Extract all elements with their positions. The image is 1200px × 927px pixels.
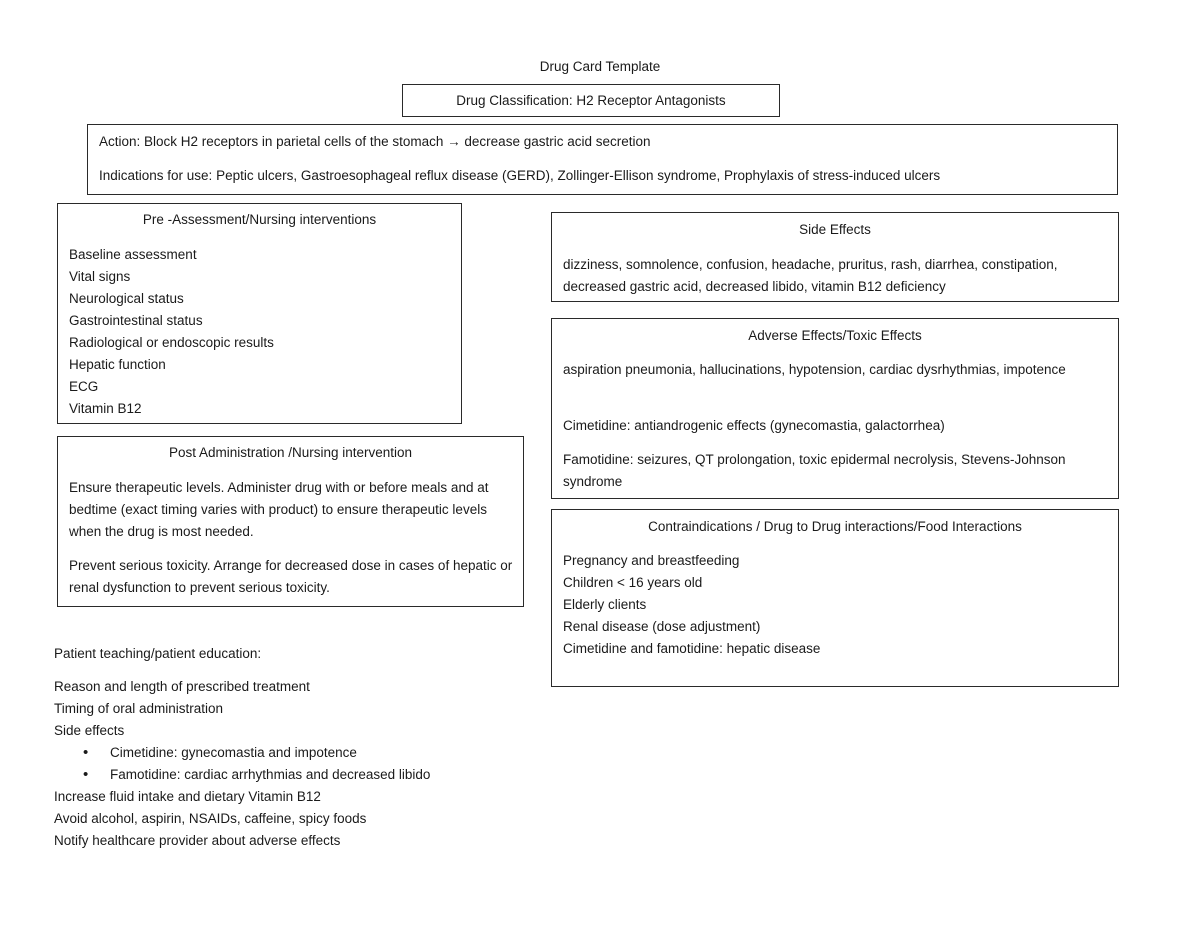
list-item: Reason and length of prescribed treatment — [54, 679, 310, 694]
list-item: Pregnancy and breastfeeding — [563, 553, 740, 568]
list-item: Vital signs — [69, 269, 131, 284]
list-item: Side effects — [54, 723, 125, 738]
list-item: Cimetidine and famotidine: hepatic disease — [563, 641, 821, 656]
pre-assessment-heading: Pre -Assessment/Nursing interventions — [142, 212, 377, 227]
patient-teaching-section — [54, 643, 554, 852]
page-title: Drug Card Template — [539, 59, 661, 74]
action-text: Action: Block H2 receptors in parietal cells of the stomach → decrease gastric acid secretion — [99, 134, 651, 149]
patient-teaching-heading: Patient teaching/patient education: — [54, 646, 262, 661]
contraindications-heading: Contraindications / Drug to Drug interactions/Food Interactions — [648, 519, 1022, 534]
post-administration-para-2: Prevent serious toxicity. Arrange for decreased dose in cases of hepatic or renal dysfunction to prevent serious toxicity. — [69, 558, 513, 595]
list-item: ECG — [69, 379, 99, 394]
post-administration-box — [57, 436, 524, 607]
side-effects-text: dizziness, somnolence, confusion, headache, pruritus, rash, diarrhea, constipation, decreased gastric acid, decreased libido, vitamin B12 deficiency — [563, 257, 1058, 294]
contraindications-box — [551, 509, 1119, 687]
indications-text: Indications for use: Peptic ulcers, Gastroesophageal reflux disease (GERD), Zollinger-Ellison syndrome, Prophylaxis of stress-induced ulcers — [99, 168, 941, 183]
list-item: Renal disease (dose adjustment) — [563, 619, 761, 634]
side-effects-box — [551, 212, 1119, 302]
list-item: Elderly clients — [563, 597, 647, 612]
post-administration-heading: Post Administration /Nursing intervention — [168, 445, 413, 460]
adverse-effects-heading: Adverse Effects/Toxic Effects — [748, 328, 922, 343]
list-item: Increase fluid intake and dietary Vitamin B12 — [54, 789, 321, 804]
contraindications-list — [563, 550, 820, 660]
list-item: Timing of oral administration — [54, 701, 224, 716]
bullet-item: • Famotidine: cardiac arrhythmias and decreased libido — [54, 764, 554, 786]
list-item: Radiological or endoscopic results — [69, 335, 274, 350]
pre-assessment-list — [69, 244, 274, 420]
list-item: Baseline assessment — [69, 247, 197, 262]
list-item: Neurological status — [69, 291, 184, 306]
adverse-effects-para-2: Cimetidine: antiandrogenic effects (gynecomastia, galactorrhea) — [563, 418, 945, 433]
adverse-effects-para-1: aspiration pneumonia, hallucinations, hypotension, cardiac dysrhythmias, impotence — [563, 362, 1066, 377]
action-indications-box — [87, 124, 1118, 195]
list-item: Children < 16 years old — [563, 575, 703, 590]
drug-classification-text: Drug Classification: H2 Receptor Antagonists — [456, 93, 726, 108]
list-item: Vitamin B12 — [69, 401, 142, 416]
pre-assessment-box — [57, 203, 462, 424]
list-item: Avoid alcohol, aspirin, NSAIDs, caffeine, spicy foods — [54, 811, 367, 826]
list-item: Notify healthcare provider about adverse effects — [54, 833, 341, 848]
adverse-effects-box — [551, 318, 1119, 499]
post-administration-para-1: Ensure therapeutic levels. Administer drug with or before meals and at bedtime (exact timing varies with product) to ensure therapeutic levels when the drug is most needed. — [69, 480, 489, 539]
adverse-effects-para-3: Famotidine: seizures, QT prolongation, toxic epidermal necrolysis, Stevens-Johnson syndrome — [563, 452, 1066, 489]
bullet-item: • Cimetidine: gynecomastia and impotence — [54, 742, 554, 764]
side-effects-heading: Side Effects — [799, 222, 871, 237]
list-item: Gastrointestinal status — [69, 313, 203, 328]
list-item: Hepatic function — [69, 357, 166, 372]
side-effects-bullets — [54, 742, 554, 786]
drug-classification-box — [402, 84, 780, 117]
